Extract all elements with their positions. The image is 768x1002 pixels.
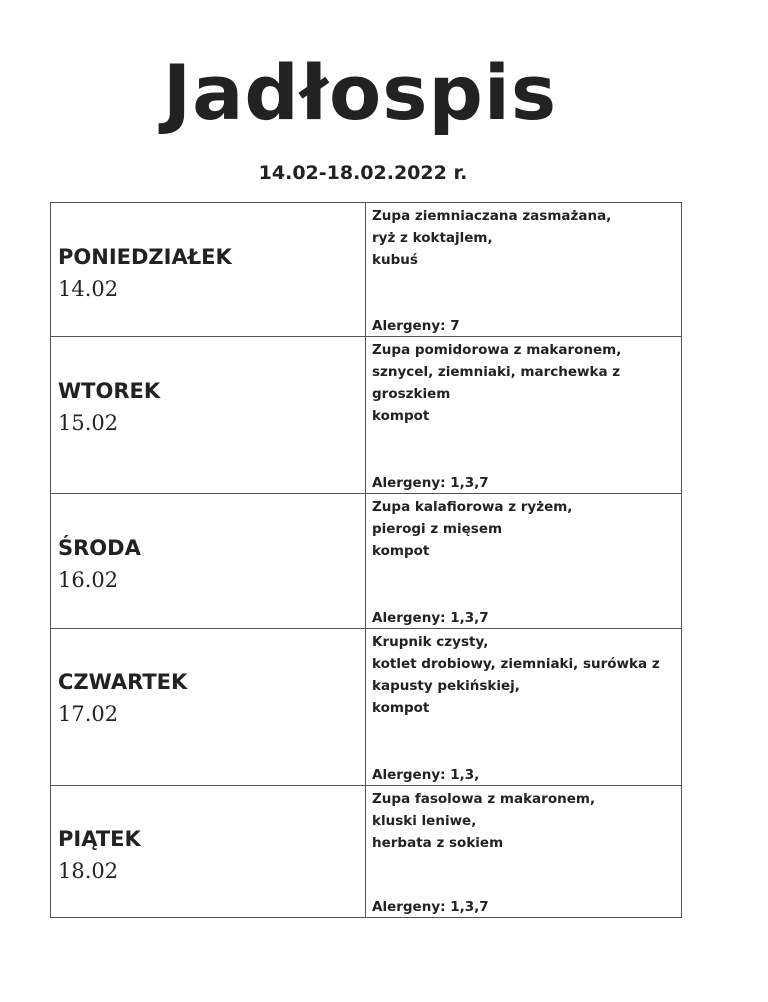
meal-item: groszkiem xyxy=(372,386,451,402)
allergens-label: Alergeny: 1,3,7 xyxy=(372,610,489,626)
meal-cell xyxy=(366,786,681,917)
meal-item: kompot xyxy=(372,408,430,424)
meal-item: kotlet drobiowy, ziemniaki, surówka z xyxy=(372,656,660,672)
day-name: WTOREK xyxy=(58,379,161,403)
meal-cell xyxy=(366,203,681,336)
allergens-label: Alergeny: 7 xyxy=(372,318,460,334)
meal-list xyxy=(372,339,677,427)
meal-item: Zupa pomidorowa z makaronem, xyxy=(372,342,622,358)
meal-list xyxy=(372,205,677,271)
day-date: 15.02 xyxy=(58,411,119,435)
table-row xyxy=(51,203,681,337)
meal-item: kluski leniwe, xyxy=(372,813,477,829)
meal-list xyxy=(372,496,677,562)
menu-table xyxy=(50,202,682,918)
meal-item: Zupa kalafiorowa z ryżem, xyxy=(372,499,573,515)
date-range: 14.02-18.02.2022 r. xyxy=(258,162,468,184)
day-name: PIĄTEK xyxy=(58,827,141,851)
day-date: 17.02 xyxy=(58,702,119,726)
day-cell xyxy=(51,629,366,785)
day-cell xyxy=(51,203,366,336)
allergens-label: Alergeny: 1,3,7 xyxy=(372,475,489,491)
meal-item: pierogi z mięsem xyxy=(372,521,503,537)
meal-item: kapusty pekińskiej, xyxy=(372,678,520,694)
allergens-label: Alergeny: 1,3, xyxy=(372,767,480,783)
meal-item: kubuś xyxy=(372,252,418,268)
meal-item: sznycel, ziemniaki, marchewka z xyxy=(372,364,621,380)
table-row xyxy=(51,337,681,494)
meal-item: Zupa ziemniaczana zasmażana, xyxy=(372,208,612,224)
meal-cell xyxy=(366,629,681,785)
meal-item: ryż z koktajlem, xyxy=(372,230,493,246)
meal-item: herbata z sokiem xyxy=(372,835,504,851)
day-date: 14.02 xyxy=(58,277,119,301)
day-name: ŚRODA xyxy=(58,536,141,560)
table-row xyxy=(51,494,681,629)
meal-item: kompot xyxy=(372,543,430,559)
day-date: 16.02 xyxy=(58,568,119,592)
meal-item: Zupa fasolowa z makaronem, xyxy=(372,791,596,807)
page-title: Jadłospis xyxy=(162,48,558,137)
table-row xyxy=(51,629,681,786)
allergens-label: Alergeny: 1,3,7 xyxy=(372,899,489,915)
day-name: CZWARTEK xyxy=(58,670,188,694)
meal-item: kompot xyxy=(372,700,430,716)
day-cell xyxy=(51,494,366,628)
meal-item: Krupnik czysty, xyxy=(372,634,489,650)
day-cell xyxy=(51,786,366,917)
day-date: 18.02 xyxy=(58,859,119,883)
table-row xyxy=(51,786,681,917)
day-name: PONIEDZIAŁEK xyxy=(58,245,232,269)
meal-list xyxy=(372,631,677,719)
meal-cell xyxy=(366,337,681,493)
meal-cell xyxy=(366,494,681,628)
day-cell xyxy=(51,337,366,493)
meal-list xyxy=(372,788,677,854)
